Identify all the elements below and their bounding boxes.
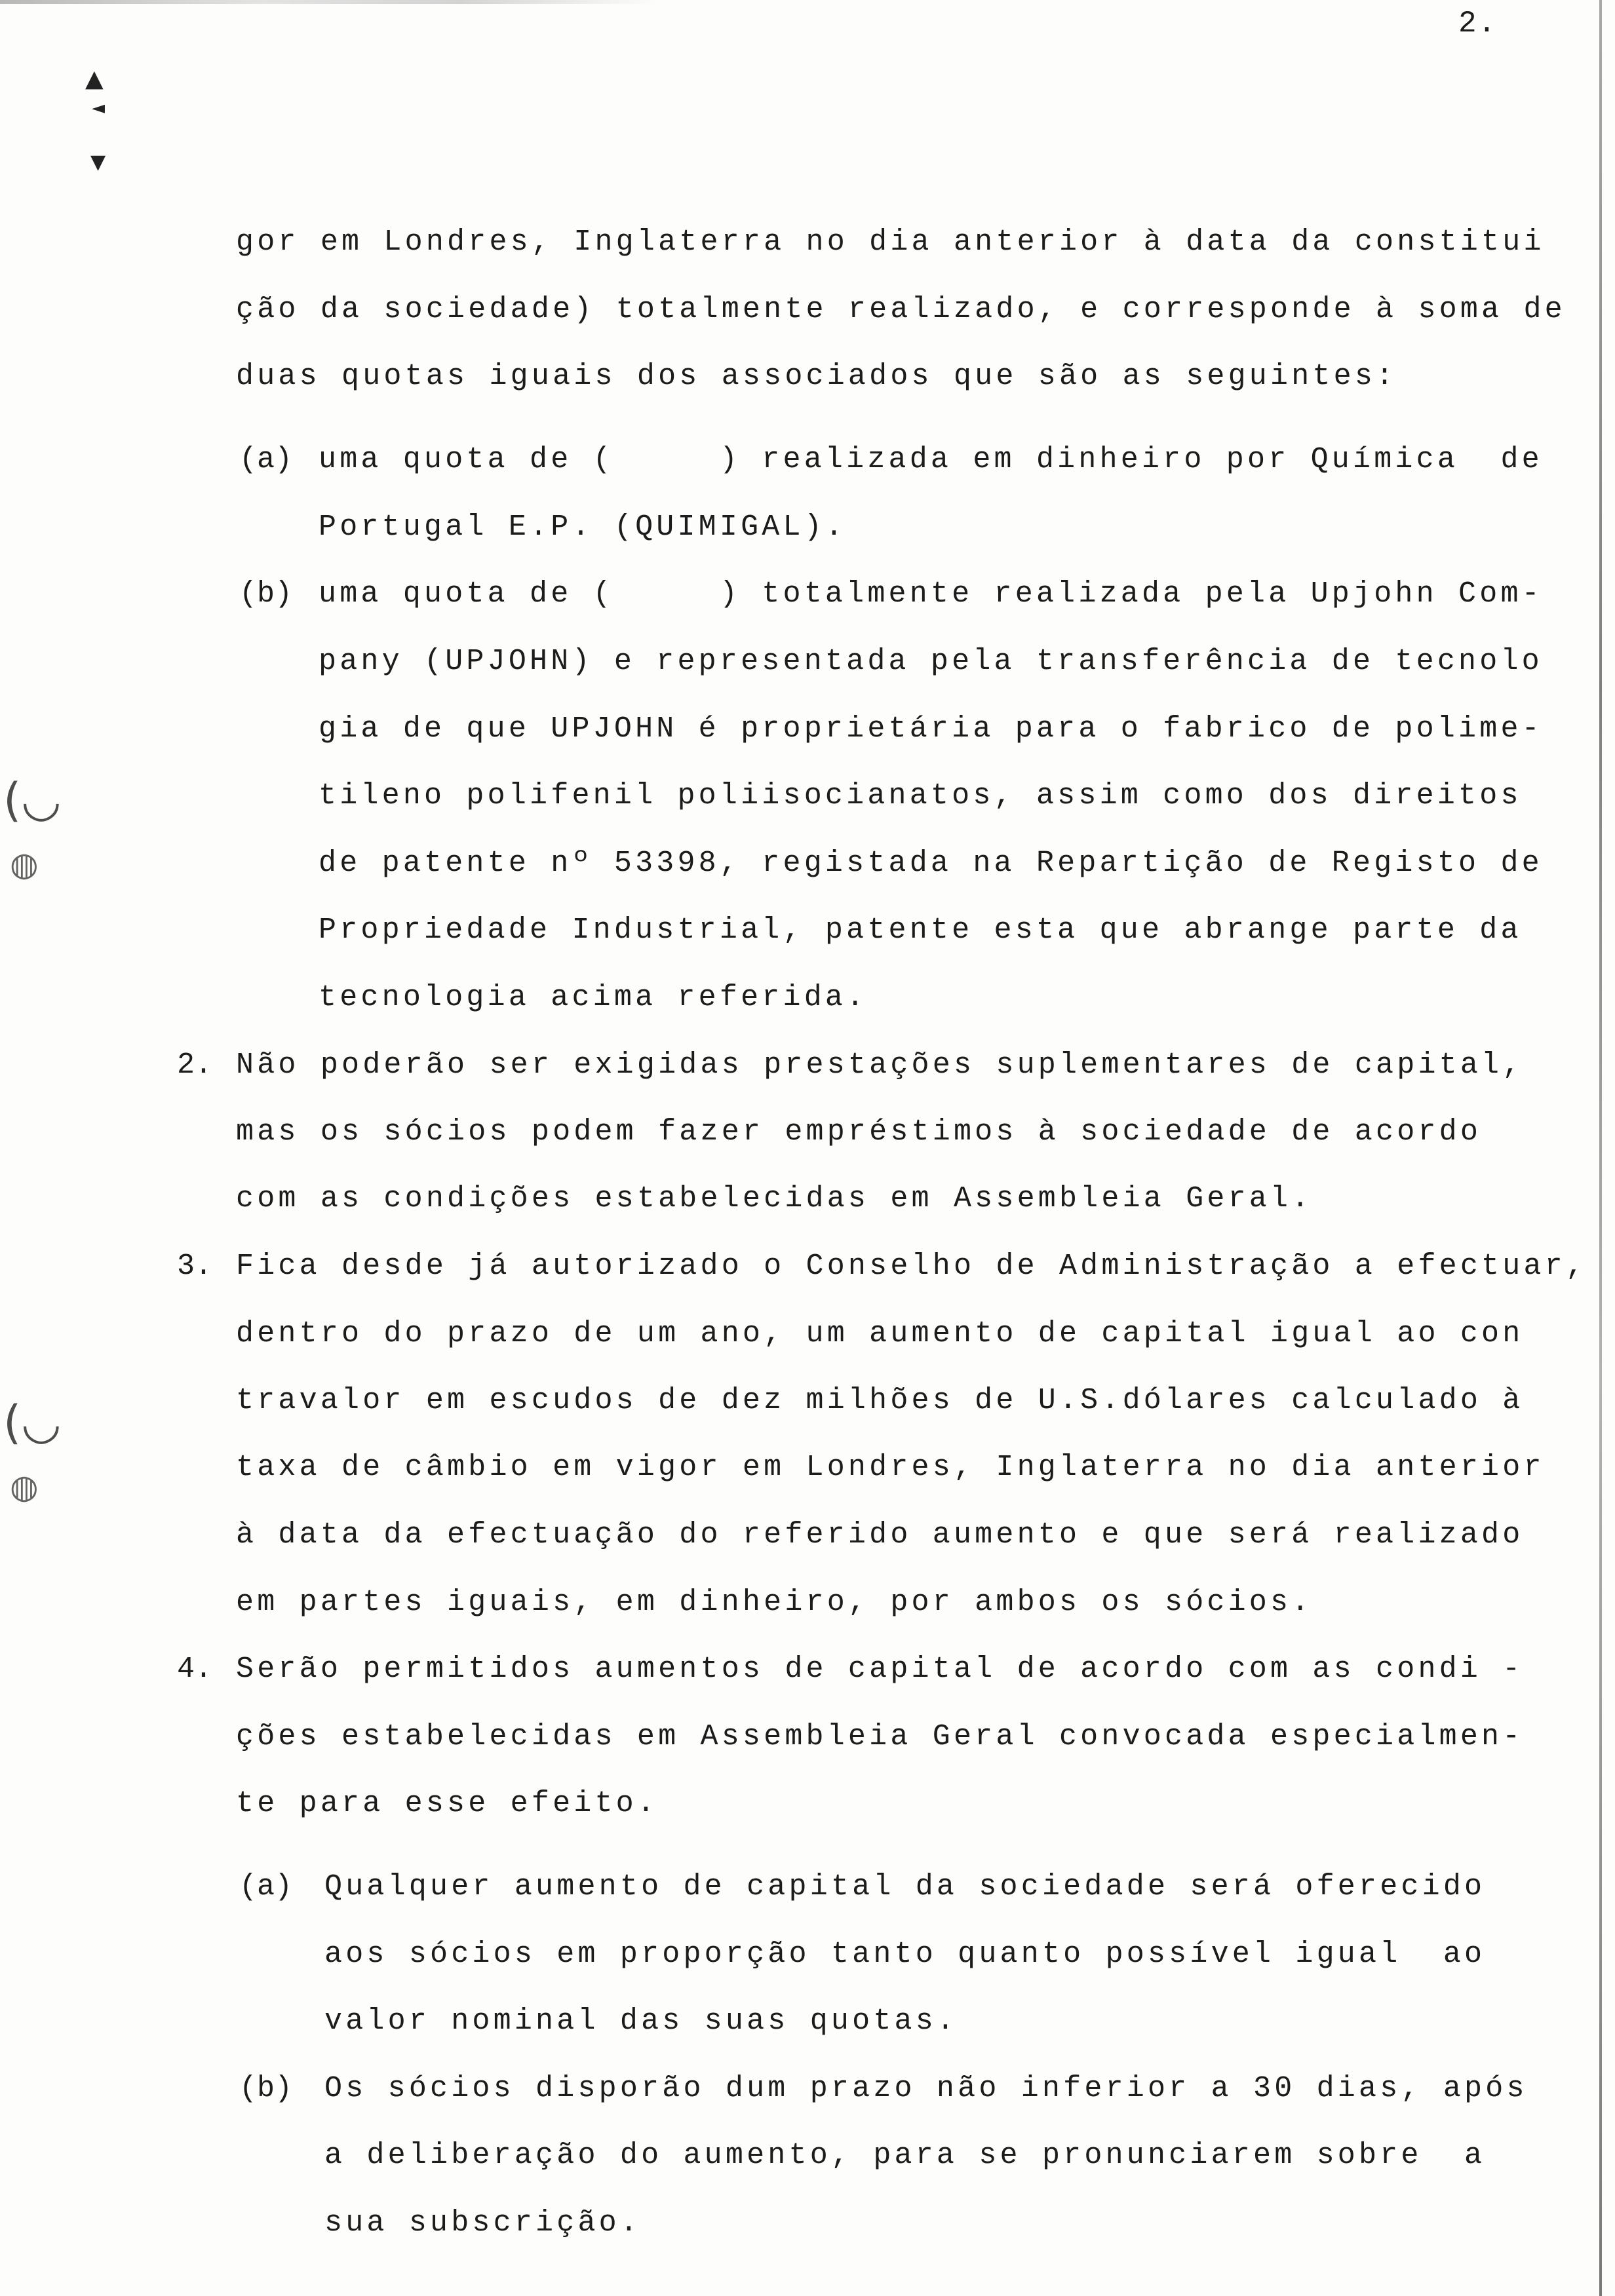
text-line: valor nominal das suas quotas. xyxy=(324,2004,958,2038)
text-line: aos sócios em proporção tanto quanto possível igual ao xyxy=(324,1938,1486,1971)
text-line: pany (UPJOHN) e representada pela transferência de tecnolo xyxy=(319,645,1543,678)
punch-hole-icon: (◡ xyxy=(3,773,62,827)
item-label: (b) xyxy=(239,2072,293,2105)
text-line: ções estabelecidas em Assembleia Geral convocada especialmen- xyxy=(236,1720,1524,1753)
text-line: tileno polifenil poliisocianatos, assim como dos direitos xyxy=(319,779,1522,813)
text-line: te para esse efeito. xyxy=(236,1787,659,1820)
page-number: 2. xyxy=(1458,7,1498,41)
text-line: ção da sociedade) totalmente realizado, e corresponde à soma de xyxy=(236,293,1566,326)
text-line: à data da efectuação do referido aumento e que será realizado xyxy=(236,1518,1524,1552)
scan-right-edge xyxy=(1599,0,1602,2296)
punch-hole-icon: ◍ xyxy=(10,1468,39,1506)
text-line: de patente nº 53398, registada na Repartição de Registo de xyxy=(319,847,1543,880)
text-line: Qualquer aumento de capital da sociedade será oferecido xyxy=(324,1870,1486,1904)
text-line: tecnologia acima referida. xyxy=(319,981,868,1014)
item-label: (a) xyxy=(239,1870,293,1904)
text-line: uma quota de ( ) realizada em dinheiro por Química de xyxy=(319,443,1543,476)
item-label: (a) xyxy=(239,443,293,476)
text-line: Serão permitidos aumentos de capital de acordo com as condi - xyxy=(236,1653,1524,1686)
margin-mark-icon: ▲ xyxy=(85,66,104,92)
item-label: (b) xyxy=(239,577,293,611)
text-line: duas quotas iguais dos associados que são as seguintes: xyxy=(236,360,1397,393)
text-line: gia de que UPJOHN é proprietária para o fabrico de polime- xyxy=(319,712,1543,746)
text-line: uma quota de ( ) totalmente realizada pela Upjohn Com- xyxy=(319,577,1543,611)
text-line: a deliberação do aumento, para se pronunciarem sobre a xyxy=(324,2139,1486,2172)
text-line: Os sócios disporão dum prazo não inferior a 30 dias, após xyxy=(324,2072,1528,2105)
margin-mark-icon: ◄ xyxy=(92,98,105,118)
scan-edge-mark xyxy=(0,0,655,4)
clause-number: 3. xyxy=(177,1250,213,1283)
text-line: com as condições estabelecidas em Assembleia Geral. xyxy=(236,1182,1313,1215)
text-line: Não poderão ser exigidas prestações suplementares de capital, xyxy=(236,1048,1524,1082)
text-line: mas os sócios podem fazer empréstimos à sociedade de acordo xyxy=(236,1115,1482,1149)
punch-hole-icon: (◡ xyxy=(3,1396,62,1449)
text-line: sua subscrição. xyxy=(324,2206,642,2240)
text-line: dentro do prazo de um ano, um aumento de capital igual ao con xyxy=(236,1317,1524,1350)
text-line: Portugal E.P. (QUIMIGAL). xyxy=(319,510,847,544)
text-line: travalor em escudos de dez milhões de U.S.dólares calculado à xyxy=(236,1384,1524,1417)
text-line: gor em Londres, Inglaterra no dia anterior à data da constitui xyxy=(236,225,1545,259)
text-line: Propriedade Industrial, patente esta que abrange parte da xyxy=(319,913,1522,947)
clause-number: 2. xyxy=(177,1048,213,1082)
text-line: em partes iguais, em dinheiro, por ambos os sócios. xyxy=(236,1586,1313,1619)
text-line: Fica desde já autorizado o Conselho de Administração a efectuar, xyxy=(236,1250,1587,1283)
punch-hole-icon: ◍ xyxy=(10,845,39,883)
margin-mark-icon: ▼ xyxy=(90,151,106,174)
text-line: taxa de câmbio em vigor em Londres, Inglaterra no dia anterior xyxy=(236,1451,1545,1484)
clause-number: 4. xyxy=(177,1653,213,1686)
